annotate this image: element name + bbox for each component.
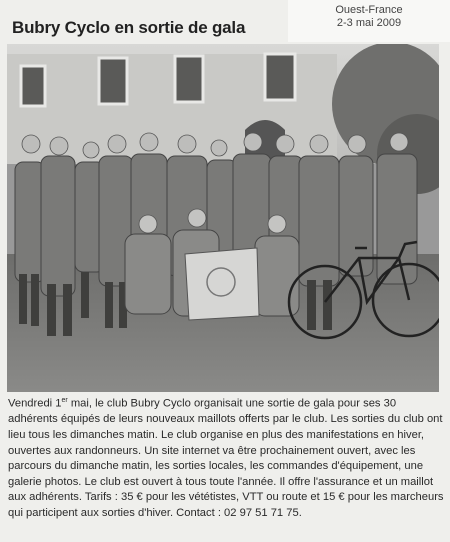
- article-headline: Bubry Cyclo en sortie de gala: [12, 18, 246, 37]
- caption-ordinal: er: [61, 397, 68, 404]
- caption-day: Vendredi 1: [8, 397, 62, 410]
- publication-date: 2-3 mai 2009: [336, 17, 402, 29]
- article-caption: [8, 393, 444, 521]
- caption-body: mai, le club Bubry Cyclo organisait une sortie de gala pour ses 30 adhérents équipés de leurs nouveaux maillots offerts par le club. Les sorties du club ont lieu tous les dimanches matin. Le club organise en plus des manifestations en hiver, ouvertes aux randonneurs. Un site internet va être prochainement ouvert, avec les parcours du dimanche matin, les sorties locales, les commandes d'équipement, une galerie photos. Le club est ouvert à tous toute l'année. Il offre l'assurance et un maillot aux adhérents. Tarifs : 35 € pour les vététistes, VTT ou route et 15 € pour les marcheurs qui participent aux sorties d'hiver. Contact : 02 97 51 71 75.: [8, 397, 444, 519]
- group-photo: [7, 44, 439, 392]
- source-label: [288, 0, 450, 42]
- publication-name: Ouest-France: [335, 4, 403, 16]
